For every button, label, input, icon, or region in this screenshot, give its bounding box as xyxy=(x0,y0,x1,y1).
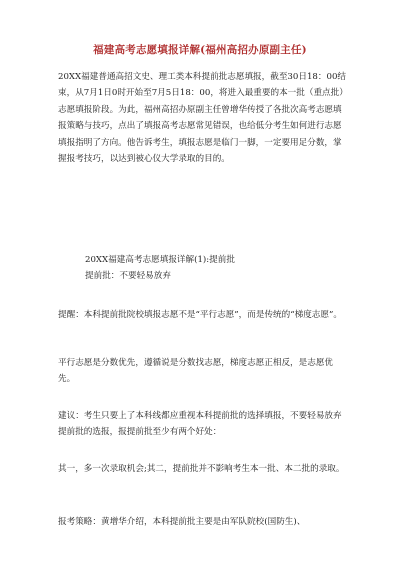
intro-paragraph: 20XX福建普通高招文史、理工类本科提前批志愿填报，截至30日18：00结束，从7月1日0时开始至7月5日18：00，将进入最重要的本一批（重点批）志愿填报阶段。为此，福州高招办原副主任曾增华传授了各批次高考志愿填报策略与技巧，点出了填报高考志愿常见错误，也给低分考生如何进行志愿填报指明了方向。他告诉考生，填报志愿是临门一脚，一定要用足分数，掌握报考技巧，以达到被心仪大学录取的目的。 xyxy=(58,72,348,165)
suggestion-paragraph: 建议：考生只要上了本科线都应重视本科提前批的选择填报，不要轻易放弃提前批的选报，报提前批至少有两个好处： xyxy=(58,411,342,438)
section-heading: 20XX福建高考志愿填报详解(1):提前批 xyxy=(85,255,235,265)
document-title: 福建高考志愿填报详解(福州高招办原副主任) xyxy=(93,44,307,56)
subsection-heading: 提前批：不要轻易放弃 xyxy=(85,271,171,281)
explanation-paragraph: 平行志愿是分数优先，遵循说是分数找志愿，梯度志愿正相反，是志愿优先。 xyxy=(58,358,334,385)
reminder-paragraph: 提醒：本科提前批院校填报志愿不是“平行志愿”，而是传统的“梯度志愿”。 xyxy=(58,310,342,320)
benefits-paragraph: 其一，多一次录取机会;其二，提前批并不影响考生本一批、本二批的录取。 xyxy=(58,464,345,474)
strategy-paragraph: 报考策略：黄增华介绍，本科提前批主要是由军队院校(国防生)、 xyxy=(58,517,306,527)
